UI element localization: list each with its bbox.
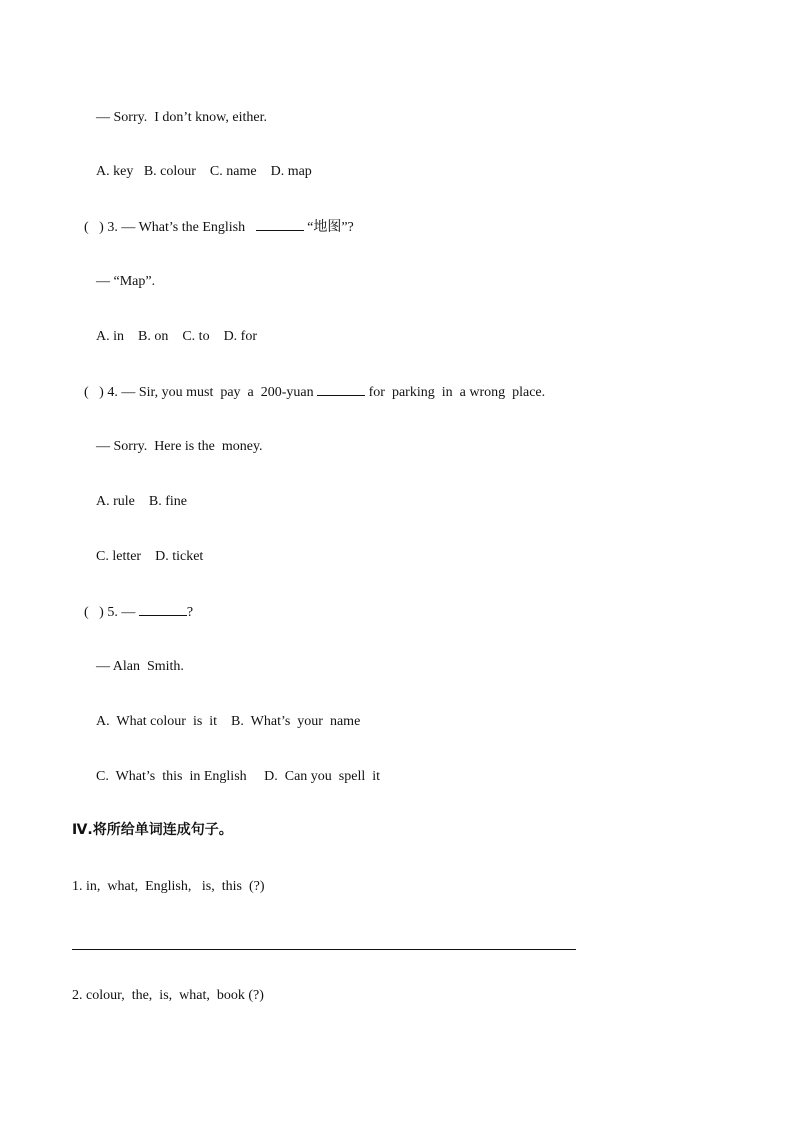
question-4 xyxy=(84,383,545,402)
question-text: “地图”? xyxy=(303,220,354,235)
question-5 xyxy=(84,603,193,622)
dialogue-line: — “Map”. xyxy=(96,274,156,289)
answer-blank xyxy=(139,603,187,616)
dialogue-line: — Alan Smith. xyxy=(96,659,184,674)
options-line: C. What’s this in English D. Can you spell it xyxy=(96,769,381,784)
options-line: C. letter D. ticket xyxy=(96,549,204,564)
answer-blank xyxy=(317,383,365,396)
question-text: ( ) 4. — Sir, you must pay a 200-yuan xyxy=(84,385,318,400)
options-line: A. key B. colour C. name D. map xyxy=(96,164,312,179)
dialogue-line: — Sorry. Here is the money. xyxy=(96,439,263,454)
options-line: A. rule B. fine xyxy=(96,494,187,509)
sentence-item-2: 2. colour, the, is, what, book (?) xyxy=(72,988,264,1003)
question-text: ( ) 5. — xyxy=(84,605,139,620)
answer-blank xyxy=(256,218,304,231)
options-line: A. in B. on C. to D. for xyxy=(96,329,257,344)
question-3 xyxy=(84,218,354,237)
question-text: ( ) 3. — What’s the English xyxy=(84,220,256,235)
answer-line xyxy=(72,949,576,950)
section-heading: Ⅳ.将所给单词连成句子。 xyxy=(72,822,233,838)
sentence-item-1: 1. in, what, English, is, this (?) xyxy=(72,879,265,894)
options-line: A. What colour is it B. What’s your name xyxy=(96,714,361,729)
question-text: ? xyxy=(186,605,194,620)
dialogue-line: — Sorry. I don’t know, either. xyxy=(96,110,267,125)
question-text: for parking in a wrong place. xyxy=(365,385,546,400)
